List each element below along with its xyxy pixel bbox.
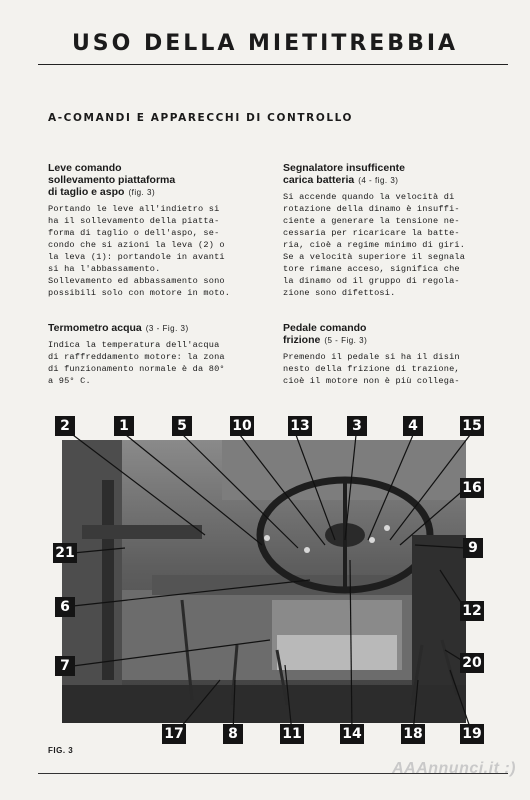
watermark: AAAnnunci.it :)	[392, 760, 516, 777]
block-body: Indica la temperatura dell'acqua di raffreddamento motore: la zona di funzionamento normale è da 80° a 95° C.	[48, 340, 225, 386]
callout-9: 9	[463, 538, 483, 558]
callout-17: 17	[162, 724, 186, 744]
callout-13: 13	[288, 416, 312, 436]
figure-reference: (3 - Fig. 3)	[145, 324, 189, 333]
callout-7: 7	[55, 656, 75, 676]
block-heading: Pedale comando frizione (5 - Fig. 3)	[283, 322, 368, 346]
callout-20: 20	[460, 653, 484, 673]
callout-2: 2	[55, 416, 75, 436]
callout-1: 1	[114, 416, 134, 436]
block-heading: Segnalatore insufficente carica batteria (4 - fig. 3)	[283, 162, 405, 186]
block-heading: Termometro acqua (3 - Fig. 3)	[48, 322, 189, 334]
block-body: Si accende quando la velocità di rotazione della dinamo è insuffi- ciente a generare la tensione ne- cessaria per ricaricare la batte- ria, cioè a regime minimo di giri. Se a velocità superiore il segnala tore rimane acceso, significa che la dinamo od il gruppo di regola- zione sono difettosi.	[283, 192, 466, 298]
figure-reference: (5 - Fig. 3)	[324, 336, 368, 345]
callout-10: 10	[230, 416, 254, 436]
block-body: Premendo il pedale si ha il disin nesto della frizione di trazione, cioè il motore non è più collega-	[283, 352, 460, 386]
page-title: USO DELLA MIETITREBBIA	[71, 31, 459, 56]
callout-12: 12	[460, 601, 484, 621]
callout-11: 11	[280, 724, 304, 744]
callout-15: 15	[460, 416, 484, 436]
block-body: Portando le leve all'indietro si ha il sollevamento della piatta- forma di taglio o dell'aspo, se- condo che si azioni la leva (2) o la leva (1): portandole in avanti si ha l'abbassamento. Sollevamento ed abbassamento sono possibili solo con motore in moto.	[48, 204, 231, 298]
callout-16: 16	[460, 478, 484, 498]
figure-reference: (fig. 3)	[128, 188, 156, 197]
callout-8: 8	[223, 724, 243, 744]
figure-label: FIG. 3	[48, 746, 74, 755]
callout-6: 6	[55, 597, 75, 617]
callout-3: 3	[347, 416, 367, 436]
callout-21: 21	[53, 543, 77, 563]
callout-4: 4	[403, 416, 423, 436]
callout-14: 14	[340, 724, 364, 744]
callout-5: 5	[172, 416, 192, 436]
block-heading: Leve comando sollevamento piattaforma di taglio e aspo (fig. 3)	[48, 162, 176, 198]
figure-reference: (4 - fig. 3)	[358, 176, 399, 185]
section-title: A-COMANDI E APPARECCHI DI CONTROLLO	[48, 112, 354, 124]
callout-19: 19	[460, 724, 484, 744]
callout-18: 18	[401, 724, 425, 744]
